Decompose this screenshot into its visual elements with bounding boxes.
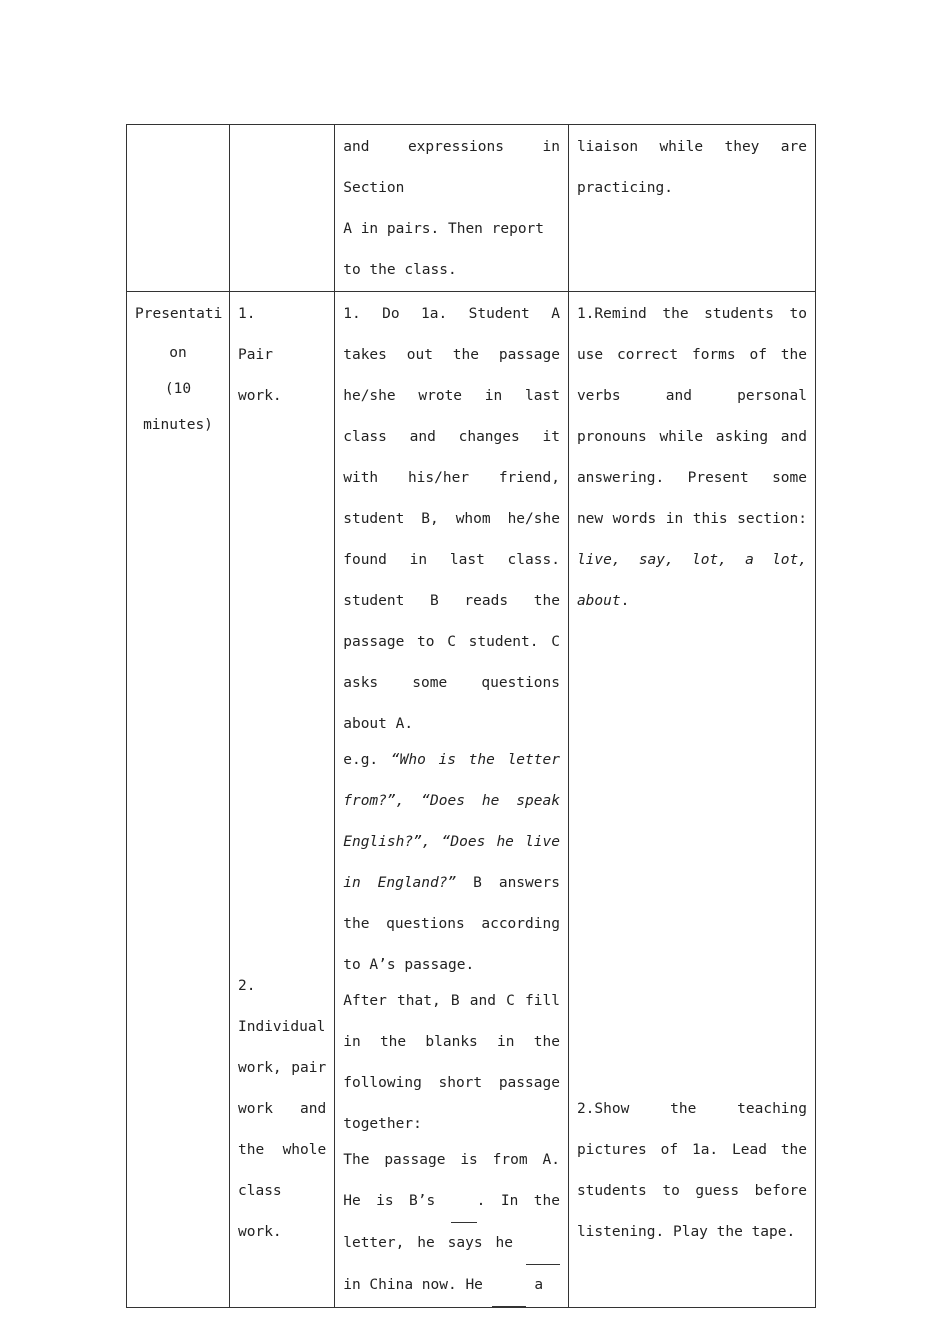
activity-item: 2. Individual work, pair work and the whole class work. [238, 978, 327, 1240]
student-paragraph [343, 1140, 560, 1307]
student-paragraph: 1. Do 1a. Student A takes out the passage he/she wrote in last class and changes it with his/her friend, student B, whom he/she found in last class. student B reads the passage to C student. C asks some questions about A. [343, 306, 560, 732]
passage-text: . In the letter, he says he [343, 1193, 560, 1251]
teacher-line: practicing. [576, 180, 673, 196]
activity-item: 1. Pair work. [238, 306, 282, 404]
stage-cell [127, 292, 230, 1308]
stage-name: on [169, 345, 187, 361]
activity-cell [230, 125, 335, 292]
fill-blank [526, 1223, 560, 1265]
student-activity-cell [335, 292, 569, 1308]
table-row [127, 292, 816, 1308]
teacher-paragraph: 2.Show the teaching pictures of 1a. Lead the students to guess before listening. Play the tape. [576, 1101, 807, 1240]
passage-text: in China now. He [343, 1277, 492, 1293]
example-question: “Does he speak English?”, [343, 793, 560, 850]
teacher-text: 1.Remind the students to use correct forms of the verbs and personal pronouns while asking and answering. Present some new words in this section: [576, 306, 807, 527]
stage-cell [127, 125, 230, 292]
teacher-line: liaison while they are [576, 139, 807, 155]
student-line: and expressions in Section [343, 139, 560, 196]
fill-blank [492, 1265, 526, 1307]
student-activity-cell [335, 125, 569, 292]
example-prefix: e.g. [343, 752, 391, 768]
example-suffix: B answers the questions according to A’s passage. [343, 875, 560, 973]
teacher-activity-cell [568, 292, 815, 1308]
lesson-plan-table [126, 124, 816, 1308]
stage-time: minutes) [143, 417, 213, 433]
example-question: “Who is the letter from?”, [343, 752, 560, 809]
passage-text: The passage is from A. He is B’s [343, 1152, 560, 1209]
student-paragraph [343, 740, 560, 986]
teacher-text: . [620, 593, 630, 609]
new-words: live, say, lot, a lot, about [576, 552, 807, 609]
student-line: to the class. [343, 262, 457, 278]
activity-cell [230, 292, 335, 1308]
student-line: A in pairs. Then report [343, 221, 545, 237]
example-question: “Does he live in England?” [343, 834, 560, 891]
stage-name: Presentati [135, 306, 223, 322]
teacher-activity-cell [568, 125, 815, 292]
teacher-paragraph [577, 294, 807, 622]
fill-blank [451, 1181, 477, 1223]
student-paragraph: After that, B and C fill in the blanks in the following short passage together: [343, 993, 560, 1132]
table-row [127, 125, 816, 292]
passage-text: a [525, 1277, 544, 1293]
stage-time: (10 [164, 381, 192, 397]
